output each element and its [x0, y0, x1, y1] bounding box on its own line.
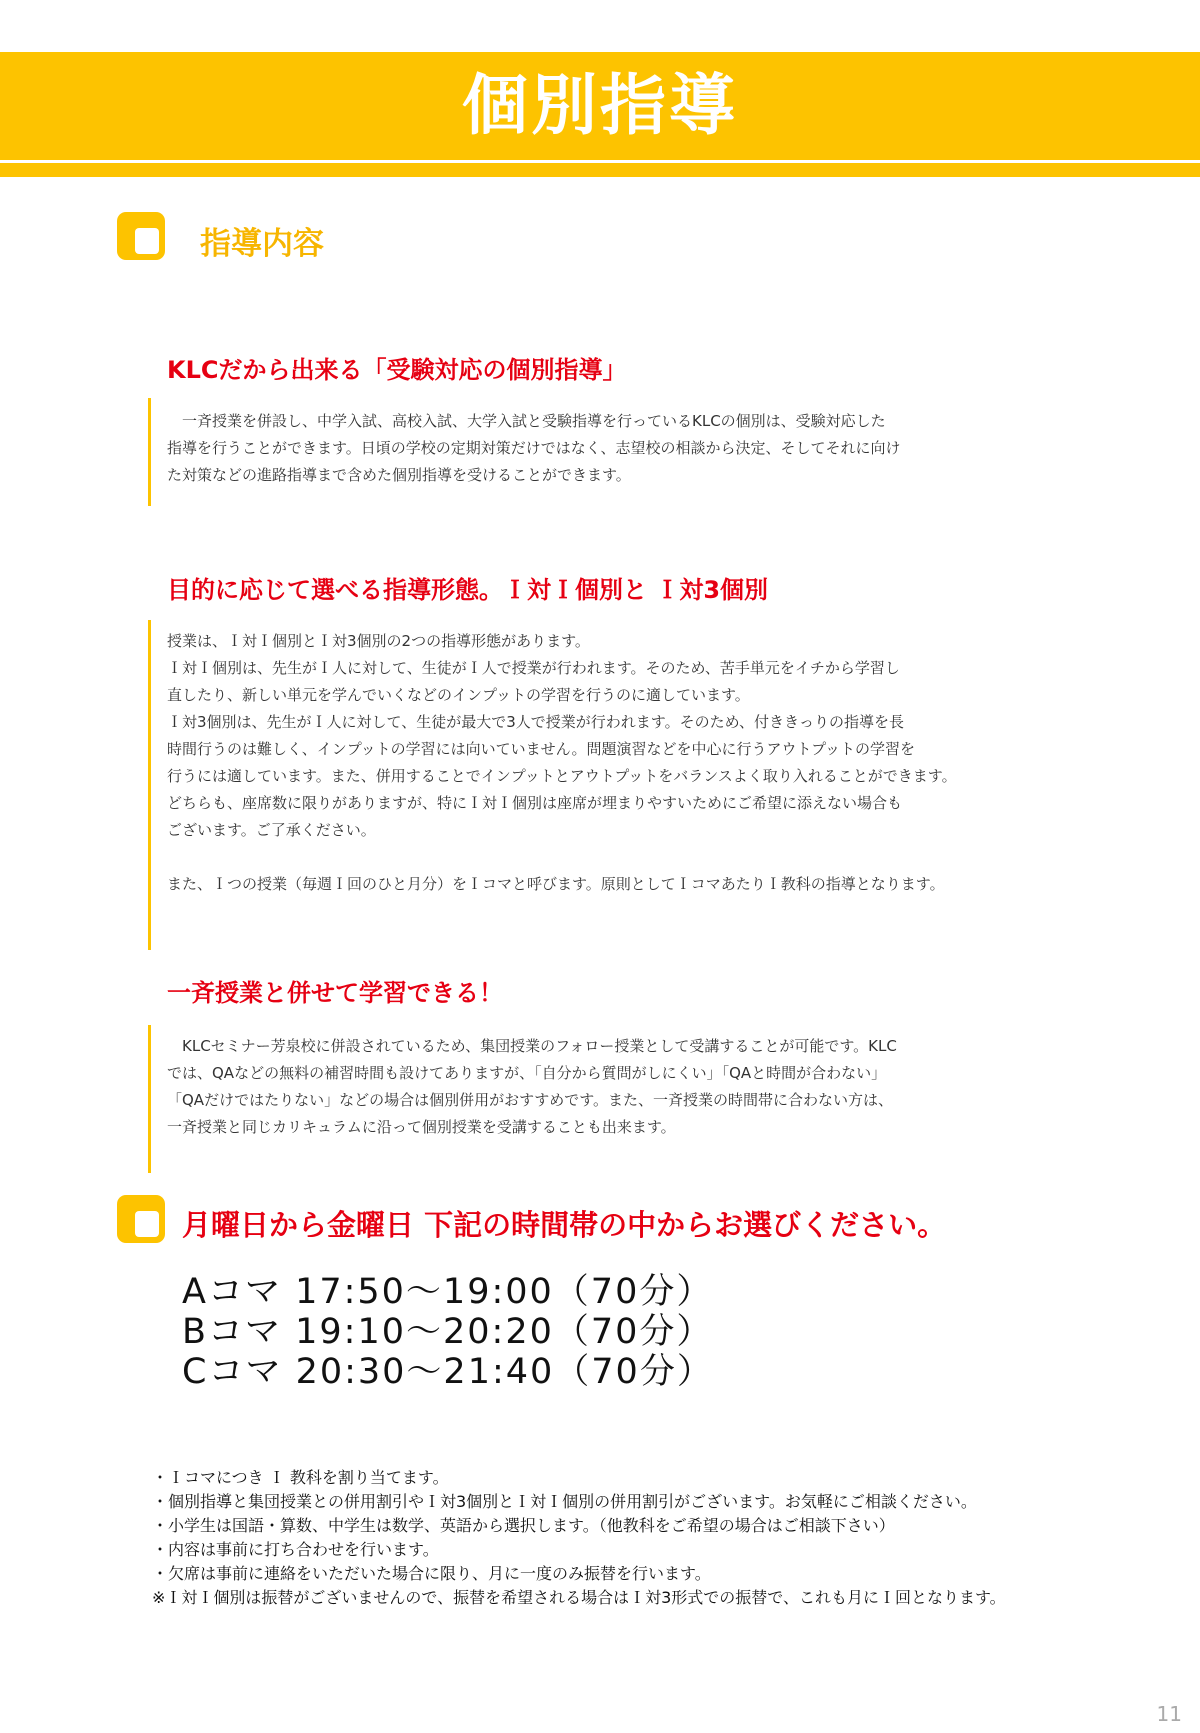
note-item: ・個別指導と集団授業との併用割引やＩ対3個別とＩ対Ｉ個別の併用割引がございます。お気軽にご相談ください。: [152, 1492, 977, 1511]
paragraph-lesson-types: 授業は、Ｉ対Ｉ個別とＩ対3個別の2つの指導形態があります。 Ｉ対Ｉ個別は、先生がＩ人に対して、生徒がＩ人で授業が行われます。そのため、苦手単元をイチから学習し 直したり、新しい単元を学んでいくなどのインプットの学習を行うのに適しています。 Ｉ対3個別は、先生がＩ人に対して、生徒が最大で3人で授業が行われます。そのため、付ききっりの指導を長 時間行うのは難しく、インプットの学習には向いていません。問題演習などを中心に行うアウトプットの学習を 行うには適しています。また、併用することでインプットとアウトプットをバランスよく取り入れることができます。 どちらも、座席数に限りがありますが、特にＩ対Ｉ個別は座席が埋まりやすいためにご希望に添えない場合も ございます。ご了承ください。 また、Ｉつの授業（毎週Ｉ回のひと月分）をＩコマと呼びます。原則としてＩコマあたりＩ教科の指導となります。: [167, 632, 957, 893]
accent-bar: [148, 620, 151, 950]
note-item: ・小学生は国語・算数、中学生は数学、英語から選択します。（他教科をご希望の場合はご相談下さい）: [152, 1516, 895, 1535]
paragraph-combined-study: KLCセミナー芳泉校に併設されているため、集団授業のフォロー授業として受講することが可能です。KLC では、QAなどの無料の補習時間も設けてありますが、「自分から質問がしにくい」「QAと時間が合わない」 「QAだけではたりない」などの場合は個別併用がおすすめです。また、一斉授業の時間帯に合わない方は、 一斉授業と同じカリキュラムに沿って個別授業を受講することも出来ます。: [167, 1037, 897, 1136]
note-item: ・内容は事前に打ち合わせを行います。: [152, 1540, 439, 1559]
schedule-slot-c: Cコマ 20:30～21:40（70分）: [182, 1352, 714, 1392]
note-item: ・Ｉコマにつき Ｉ 教科を割り当てます。: [152, 1468, 449, 1487]
section-title-schedule: 月曜日から金曜日 下記の時間帯の中からお選びください。: [182, 1208, 947, 1242]
schedule-slot-a: Aコマ 17:50～19:00（70分）: [182, 1272, 714, 1312]
section-title-content: 指導内容: [200, 226, 324, 262]
notes-list: [152, 1466, 1152, 1610]
page-title: 個別指導: [462, 67, 738, 144]
heading-combined-study: 一斉授業と併せて学習できる！: [167, 979, 503, 1007]
accent-bar: [148, 1025, 151, 1173]
square-bullet-icon: [117, 1195, 165, 1243]
schedule-slot-b: Bコマ 19:10～20:20（70分）: [182, 1312, 714, 1352]
heading-lesson-types: 目的に応じて選べる指導形態。Ｉ対Ｉ個別と Ｉ対3個別: [167, 576, 769, 604]
schedule-list: [182, 1272, 714, 1392]
heading-klc-exam: KLCだから出来る「受験対応の個別指導」: [167, 356, 627, 384]
page-number: 11: [1156, 1702, 1182, 1726]
note-item: ※Ｉ対Ｉ個別は振替がございませんので、振替を希望される場合はＩ対3形式での振替で、これも月にＩ回となります。: [152, 1588, 1006, 1607]
accent-bar: [148, 398, 151, 506]
note-item: ・欠席は事前に連絡をいただいた場合に限り、月に一度のみ振替を行います。: [152, 1564, 711, 1583]
header-stripe: [0, 163, 1200, 177]
square-bullet-icon: [117, 212, 165, 260]
paragraph-klc-exam: 一斉授業を併設し、中学入試、高校入試、大学入試と受験指導を行っているKLCの個別は、受験対応した 指導を行うことができます。日頃の学校の定期対策だけではなく、志望校の相談から決定、そしてそれに向け た対策などの進路指導まで含めた個別指導を受けることができます。: [167, 412, 901, 484]
